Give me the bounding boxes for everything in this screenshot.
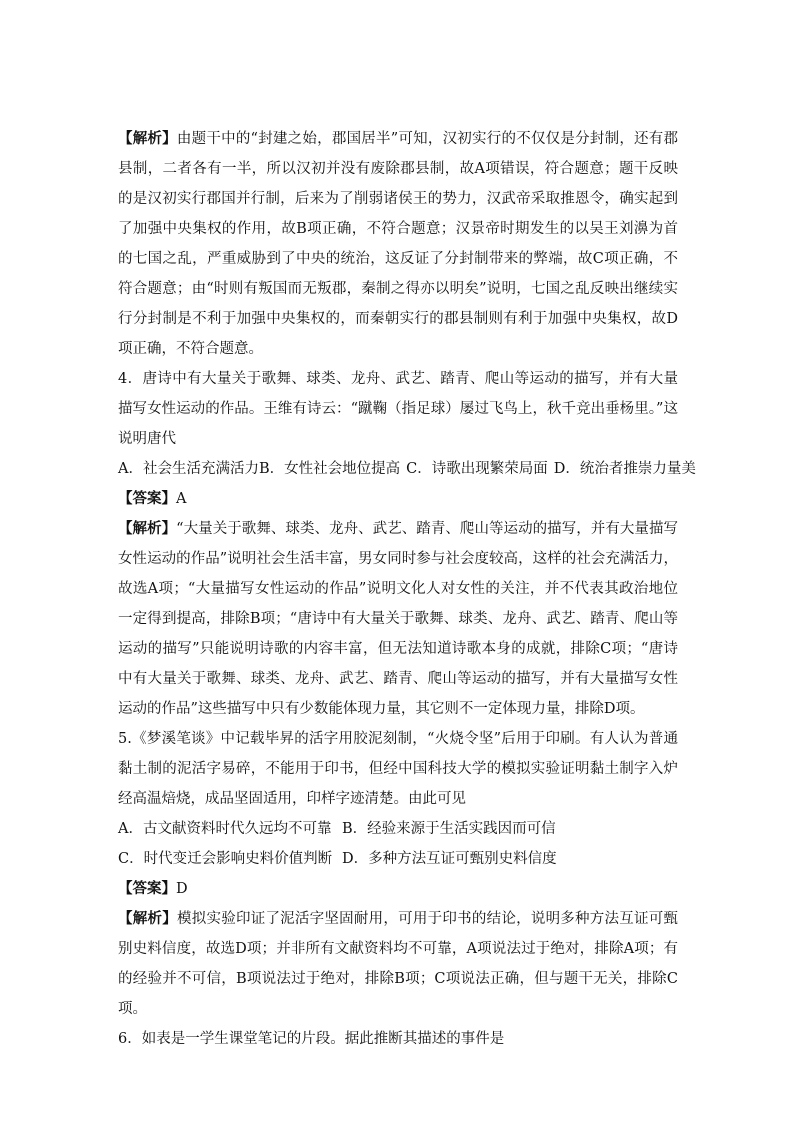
analysis-text: 模拟实验印证了泥活字坚固耐用，可用于印书的结论，说明多种方法互证可甄别史料信度，故选D项；并非所有文献资料均不可靠，A项说法过于绝对，排除A项；有的经验并不可信，B项说法过于绝对，排除B项；C项说法正确，但与题干无关，排除C项。 xyxy=(118,911,679,1017)
analysis-text: “大量关于歌舞、球类、龙舟、武艺、踏青、爬山等运动的描写，并有大量描写女性运动的作品”说明社会生活丰富，男女同时参与社会度较高，这样的社会充满活力，故选A项；“大量描写女性运动的作品”说明文化人对女性的关注，并不代表其政治地位一定得到提高，排除B项；“唐诗中有大量关于歌舞、球类、龙舟、武艺、踏青、爬山等运动的描写”只能说明诗歌的内容丰富，但无法知道诗歌本身的成就，排除C项；“唐诗中有大量关于歌舞、球类、龙舟、武艺、踏青、爬山等运动的描写，并有大量描写女性运动的作品”这些描写中只有少数能体现力量，其它则不一定体现力量，排除D项。 xyxy=(118,521,678,717)
analysis-label: 【解析】 xyxy=(118,910,177,927)
question-5-options-row-1 xyxy=(118,814,678,844)
answer-label: 【答案】 xyxy=(118,880,176,897)
answer-label: 【答案】 xyxy=(118,490,176,507)
option-b: B．女性社会地位提高 xyxy=(258,461,401,477)
document-page xyxy=(118,124,696,1054)
question-5-options-row-2 xyxy=(118,844,678,874)
option-d: D．多种方法互证可甄别史料信度 xyxy=(342,851,557,867)
question-4-options xyxy=(118,454,696,484)
analysis-paragraph xyxy=(118,904,678,1024)
analysis-text: 由题干中的“封建之始，郡国居半”可知，汉初实行的不仅仅是分封制，还有郡县制，二者各有一半，所以汉初并没有废除郡县制，故A项错误，符合题意；题干反映的是汉初实行郡国并行制，后来为了削弱诸侯王的势力，汉武帝采取推恩令，确实起到了加强中央集权的作用，故B项正确，不符合题意；汉景帝时期发生的以吴王刘濞为首的七国之乱，严重威胁到了中央的统治，这反证了分封制带来的弊端，故C项正确，不符合题意；由“时则有叛国而无叛郡，秦制之得亦以明矣”说明，七国之乱反映出继续实行分封制是不利于加强中央集权的，而秦朝实行的郡县制则有利于加强中央集权，故D项正确，不符合题意。 xyxy=(118,131,679,357)
answer-line xyxy=(118,874,678,904)
answer-value: A xyxy=(176,491,187,507)
analysis-label: 【解析】 xyxy=(118,520,177,537)
option-d: D．统治者推崇力量美 xyxy=(553,461,696,477)
option-a: A．社会生活充满活力 xyxy=(118,461,259,477)
answer-value: D xyxy=(176,881,188,897)
option-c: C．时代变迁会影响史料价值判断 xyxy=(118,851,333,867)
question-5: 5.《梦溪笔谈》中记载毕昇的活字用胶泥刻制，“火烧令坚”后用于印刷。有人认为普通黏土制的泥活字易碎，不能用于印书，但经中国科技大学的模拟实验证明黏土制字入炉经高温焙烧，成品坚固适用，印样字迹清楚。由此可见 xyxy=(118,731,678,807)
analysis-paragraph xyxy=(118,514,678,724)
analysis-paragraph xyxy=(118,124,678,364)
question-4: 4．唐诗中有大量关于歌舞、球类、龙舟、武艺、踏青、爬山等运动的描写，并有大量描写女性运动的作品。王维有诗云：“蹴鞠（指足球）屡过飞鸟上，秋千竞出垂杨里。”这说明唐代 xyxy=(118,371,678,447)
option-a: A．古文献资料时代久远均不可靠 xyxy=(118,821,332,837)
option-b: B．经验来源于生活实践因而可信 xyxy=(342,821,556,837)
option-c: C．诗歌出现繁荣局面 xyxy=(406,461,548,477)
question-6: 6．如表是一学生课堂笔记的片段。据此推断其描述的事件是 xyxy=(118,1031,505,1047)
answer-line xyxy=(118,484,678,514)
analysis-label: 【解析】 xyxy=(118,130,177,147)
